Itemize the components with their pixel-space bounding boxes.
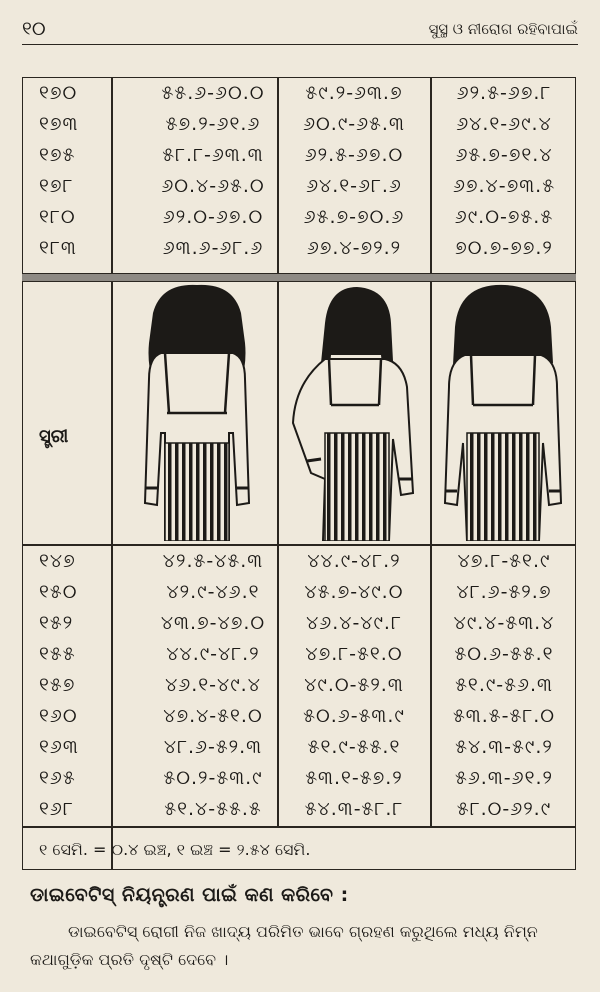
weight-range-cell: ୪୬.୧-୪୯.୪ [165, 674, 261, 696]
weight-range-cell: ୭୦.୭-୭୭.୨ [455, 237, 553, 259]
height-cell: ୧୫୨ [39, 612, 74, 634]
weight-range-cell: ୬୪.୧-୬୯.୪ [456, 113, 552, 135]
weight-range-cell: ୪୩.୭-୪୭.୦ [160, 612, 266, 634]
weight-range-cell: ୬୪.୧-୬୮.୬ [306, 175, 402, 197]
weight-range-cell: ୫୦.୨-୫୩.୯ [163, 767, 263, 789]
height-cell: ୧୫୫ [39, 643, 76, 665]
weight-range-cell: ୫୪.୩-୫୯.୨ [455, 736, 553, 758]
table-row [23, 608, 575, 638]
woman-large-frame-figure [435, 283, 571, 541]
table-row [23, 732, 575, 762]
weight-range-cell: ୪୬.୪-୪୯.୮ [306, 612, 402, 634]
section-heading: ଡାଇବେଟିସ୍ ନିୟନ୍ତ୍ରଣ ପାଇଁ କଣ କରିବେ : [30, 884, 349, 906]
weight-range-cell: ୫୭.୨-୬୧.୬ [165, 113, 261, 135]
weight-range-cell: ୪୭.୮-୫୧.୯ [457, 550, 551, 572]
woman-small-frame-figure [133, 283, 263, 541]
weight-range-cell: ୫୦.୬-୫୫.୧ [454, 643, 554, 665]
footnote-divider [23, 826, 575, 828]
page-number: ୧୦ [22, 18, 46, 40]
weight-range-cell: ୬୦.୯-୬୫.୩ [303, 113, 405, 135]
figure-row-label: ସ୍ତ୍ରୀ [39, 426, 69, 447]
table-row [23, 78, 575, 108]
table-row [23, 639, 575, 669]
section-paragraph [30, 918, 575, 974]
weight-range-cell: ୬୩.୬-୬୮.୬ [162, 237, 264, 259]
weight-range-cell: ୫୫.୬-୬୦.୦ [161, 82, 265, 104]
weight-range-cell: ୫୮.୮-୬୩.୩ [162, 144, 264, 166]
height-cell: ୧୫୭ [39, 674, 76, 696]
table-row [23, 109, 575, 139]
weight-range-cell: ୪୨.୯-୪୬.୧ [166, 581, 260, 603]
weight-range-cell: ୪୨.୫-୪୫.୩ [162, 550, 264, 572]
weight-range-cell: ୫୦.୬-୫୩.୯ [303, 705, 405, 727]
height-cell: ୧୬୫ [39, 767, 76, 789]
weight-range-cell: ୪୯.୦-୫୨.୩ [304, 674, 404, 696]
paragraph-line: କଥାଗୁଡ଼ିକ ପ୍ରତି ଦୃଷ୍ଟି ଦେବେ । [30, 950, 229, 969]
table-row [23, 233, 575, 263]
weight-range-cell: ୪୭.୪-୫୧.୦ [163, 705, 263, 727]
weight-range-cell: ୪୫.୭-୪୯.୦ [304, 581, 404, 603]
weight-range-cell: ୬୨.୦-୬୭.୦ [162, 206, 264, 228]
woman-medium-frame-figure [285, 283, 423, 541]
page-header [22, 14, 578, 45]
running-title: ସୁସ୍ଥ ଓ ନୀରୋଗ ରହିବାପାଇଁ [428, 20, 578, 38]
paragraph-line: ଡାଇବେଟିସ୍ ରୋଗୀ ନିଜ ଖାଦ୍ୟ ପରିମିତ ଭାବେ ଗ୍ରହଣ କରୁଥିଲେ ମଧ୍ୟ ନିମ୍ନ [68, 922, 538, 941]
weight-range-cell: ୫୬.୩-୬୧.୨ [455, 767, 553, 789]
height-cell: ୧୬୮ [39, 798, 74, 820]
unit-conversion-note: ୧ ସେମି. = ୦.୪ ଇଞ୍ଚ, ୧ ଇଞ୍ଚ = ୨.୫୪ ସେମି. [39, 840, 311, 859]
weight-range-cell: ୫୮.୦-୬୨.୯ [456, 798, 552, 820]
table-row [23, 670, 575, 700]
table-row [23, 763, 575, 793]
weight-range-cell: ୫୧.୯-୫୫.୧ [307, 736, 401, 758]
weight-range-cell: ୬୨.୫-୬୭.୮ [456, 82, 552, 104]
height-cell: ୧୭୮ [39, 175, 74, 197]
height-cell: ୧୫୦ [39, 581, 78, 603]
table-row [23, 202, 575, 232]
weight-range-cell: ୫୩.୧-୫୭.୨ [305, 767, 403, 789]
height-cell: ୧୭୩ [39, 113, 79, 135]
height-cell: ୧୮୩ [39, 237, 77, 259]
height-cell: ୧୭୦ [39, 82, 78, 104]
table-row [23, 701, 575, 731]
weight-height-table [22, 77, 576, 870]
weight-range-cell: ୬୭.୪-୭୨.୨ [306, 237, 402, 259]
section-divider-band [22, 273, 576, 282]
weight-range-cell: ୬୯.୦-୭୫.୫ [454, 206, 554, 228]
weight-range-cell: ୪୯.୪-୫୩.୪ [453, 612, 555, 634]
height-cell: ୧୬୦ [39, 705, 78, 727]
weight-range-cell: ୪୭.୮-୫୧.୦ [305, 643, 403, 665]
weight-range-cell: ୪୮.୬-୫୨.୩ [163, 736, 263, 758]
weight-range-cell: ୪୮.୬-୫୨.୭ [456, 581, 552, 603]
weight-range-cell: ୬୨.୫-୬୭.୦ [304, 144, 404, 166]
weight-range-cell: ୪୪.୯-୪୮.୨ [307, 550, 401, 572]
weight-range-cell: ୫୩.୫-୫୮.୦ [452, 705, 556, 727]
table-row [23, 577, 575, 607]
weight-range-cell: ୪୪.୯-୪୮.୨ [166, 643, 260, 665]
weight-range-cell: ୫୪.୩-୫୮.୮ [304, 798, 404, 820]
height-cell: ୧୭୫ [39, 144, 76, 166]
weight-range-cell: ୬୫.୭-୭୧.୪ [455, 144, 553, 166]
table-row [23, 140, 575, 170]
table-row [23, 171, 575, 201]
height-cell: ୧୪୭ [39, 550, 76, 572]
table-row [23, 794, 575, 824]
weight-range-cell: ୬୫.୭-୭୦.୬ [303, 206, 405, 228]
table-row [23, 546, 575, 576]
weight-range-cell: ୫୧.୪-୫୫.୫ [164, 798, 262, 820]
height-cell: ୧୬୩ [39, 736, 79, 758]
weight-range-cell: ୬୭.୪-୭୩.୫ [452, 175, 556, 197]
weight-range-cell: ୫୯.୨-୬୩.୭ [305, 82, 403, 104]
height-cell: ୧୮୦ [39, 206, 76, 228]
weight-range-cell: ୬୦.୪-୬୫.୦ [161, 175, 265, 197]
weight-range-cell: ୫୧.୯-୫୬.୩ [455, 674, 553, 696]
